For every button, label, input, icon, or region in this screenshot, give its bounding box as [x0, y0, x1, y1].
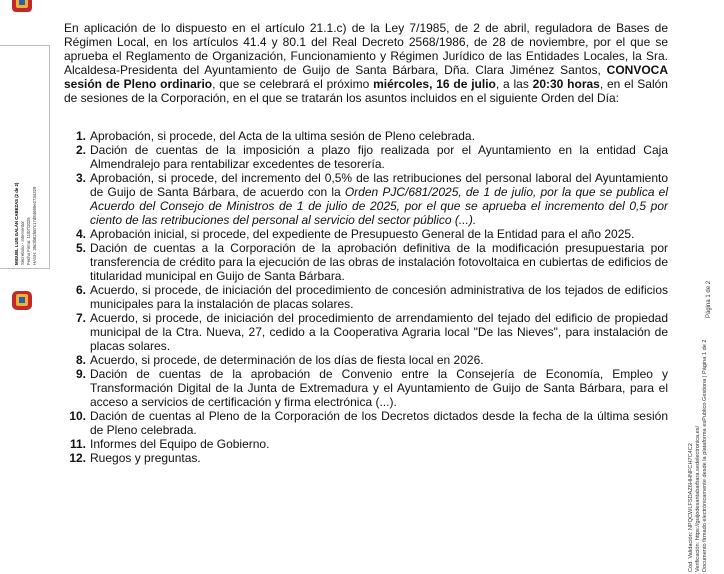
agenda-number: 6. [75, 283, 86, 297]
intro-text: En aplicación de lo dispuesto en el artículo 21.1.c) de la Ley 7/1985, de 2 de abril, reguladora de Bases de Régimen Local, en los artículos 41.4 y 80.1 del Real Decreto 2568/1986, de 28 de noviembre, por el que se aprueba el Reglamento de Organización, Funcionamiento y Régimen Jurídico de las Entidades Locales, la Sra. Alcaldesa-Presidenta del Ayuntamiento de Guijo de Santa Bárbara, Dña. Clara Jiménez Santos, [64, 21, 668, 77]
agenda-number: 10. [69, 409, 86, 423]
signer-role: Secretario - Interventor [20, 221, 25, 265]
agenda-number: 8. [75, 353, 86, 367]
intro-text: , en el Salón de sesiones de la Corporación, en el que se tratarán los asuntos incluidos en el siguiente Orden del Día: [64, 77, 668, 105]
convocation-paragraph [64, 21, 668, 105]
session-time: 20:30 horas [532, 77, 600, 91]
agenda-item [75, 353, 668, 367]
agenda-number: 2. [75, 143, 86, 157]
agenda-item [69, 409, 668, 437]
agenda-item [75, 171, 668, 227]
agenda-list [64, 129, 668, 465]
convoca-bold: CONVOCA sesión de Pleno ordinario [64, 63, 668, 91]
agenda-item [75, 241, 668, 283]
strip-divider [0, 268, 50, 269]
agenda-item [75, 129, 668, 143]
agenda-text: Acuerdo, si procede, de determinación de los días de fiesta local en 2026. [90, 353, 484, 367]
agenda-number: 7. [75, 311, 86, 325]
agenda-item [75, 143, 668, 171]
agenda-text: Aprobación inicial, si procede, del expediente de Presupuesto General de la Entidad para el año 2025. [90, 227, 635, 241]
coat-of-arms-icon [7, 290, 37, 312]
signature-date: Fecha Firma: 11/07/2025 [26, 217, 31, 265]
agenda-number: 12. [69, 451, 86, 465]
signature-strip [0, 0, 50, 574]
agenda-number: 9. [75, 367, 86, 381]
agenda-text: Aprobación, si procede, del Acta de la ultima sesión de Pleno celebrada. [90, 129, 475, 143]
agenda-text: Dación de cuentas de la imposición a plazo fijo realizada por el Ayuntamiento en la entidad Caja Almendralejo para rentabilizar excedentes de tesorería. [90, 143, 668, 171]
strip-divider [0, 45, 50, 46]
agenda-number: 1. [75, 129, 86, 143]
agenda-item [69, 437, 668, 451]
signer-name: MIGUEL LUIS GALÁN CABEZAS (2 de 2) [14, 182, 19, 265]
verification-footer [688, 340, 710, 573]
intro-text: , que se celebrará el próximo [212, 77, 374, 91]
agenda-text: Dación de cuentas a la Corporación de la aprobación definitiva de la modificación presupuestaria por transferencia de crédito para la ejecución de las obras de instalación fotovoltaica en cubiertas de edificios de titularidad municipal en Guijo de Santa Bárbara. [90, 241, 668, 283]
signature-hash: HASH: 35c3b82b87c17d84695e2734329 [32, 186, 37, 265]
agenda-text: Dación de cuentas de la aprobación de Convenio entre la Consejería de Economía, Empleo y Transformación Digital de la Junta de Extremadura y el Ayuntamiento de Guijo de Santa Bárbara, para el acceso a servicios de certificación y firma electrónica (...). [90, 367, 668, 409]
agenda-number: 3. [75, 171, 86, 185]
agenda-text: Informes del Equipo de Gobierno. [90, 437, 270, 451]
document-body [64, 21, 668, 465]
agenda-text: Acuerdo, si procede, de iniciación del procedimiento de concesión administrativa de los tejados de edificios municipales para la instalación de placas solares. [90, 283, 668, 311]
coat-of-arms-icon [7, 0, 37, 16]
strip-vertical-divider [49, 46, 50, 268]
page-indicator: Página 1 de 2 [706, 280, 712, 318]
session-date: miércoles, 16 de julio [373, 77, 496, 91]
agenda-italic-reference: Orden PJC/681/2025, de 1 de julio, por la que se publica el Acuerdo del Consejo de Ministros de 1 de julio de 2025, por el que se aprueba el incremento del 0,5 por ciento de las retribuciones del personal al servicio del sector público (...). [90, 185, 668, 227]
agenda-item [75, 227, 668, 241]
agenda-item [75, 311, 668, 353]
agenda-number: 4. [75, 227, 86, 241]
validation-code: Cód. Validación: NPQCWLFSDAZ6HHNFCH7C4C2 [688, 443, 694, 572]
signature-block [14, 183, 38, 265]
agenda-item [75, 367, 668, 409]
agenda-item [75, 283, 668, 311]
agenda-text: Ruegos y preguntas. [90, 451, 201, 465]
intro-text: , a las [495, 77, 533, 91]
agenda-text: Aprobación, si procede, del incremento del 0,5% de las retribuciones del personal laboral del Ayuntamiento de Guijo de Santa Bárbara, de acuerdo con la [90, 171, 668, 199]
agenda-text: Dación de cuentas al Pleno de la Corporación de los Decretos dictados desde la fecha de la última sesión de Pleno celebrada. [90, 409, 668, 437]
agenda-text: Acuerdo, si procede, de iniciación del procedimiento de arrendamiento del tejado del edificio de propiedad municipal de la Ctra. Nueva, 27, cedido a la Cooperativa Agraria local "De las Nieves", para instalación de placas solares. [90, 311, 668, 353]
agenda-number: 11. [69, 437, 86, 451]
agenda-number: 5. [75, 241, 86, 255]
platform-notice: Documento firmado electrónicamente desde la plataforma esPublico Gestiona | Página 1 de 2 [702, 339, 709, 572]
verification-url[interactable]: Verificación: https://guijodesantabarbara.sedelectronica.es/ [695, 425, 702, 572]
agenda-item [69, 451, 668, 465]
